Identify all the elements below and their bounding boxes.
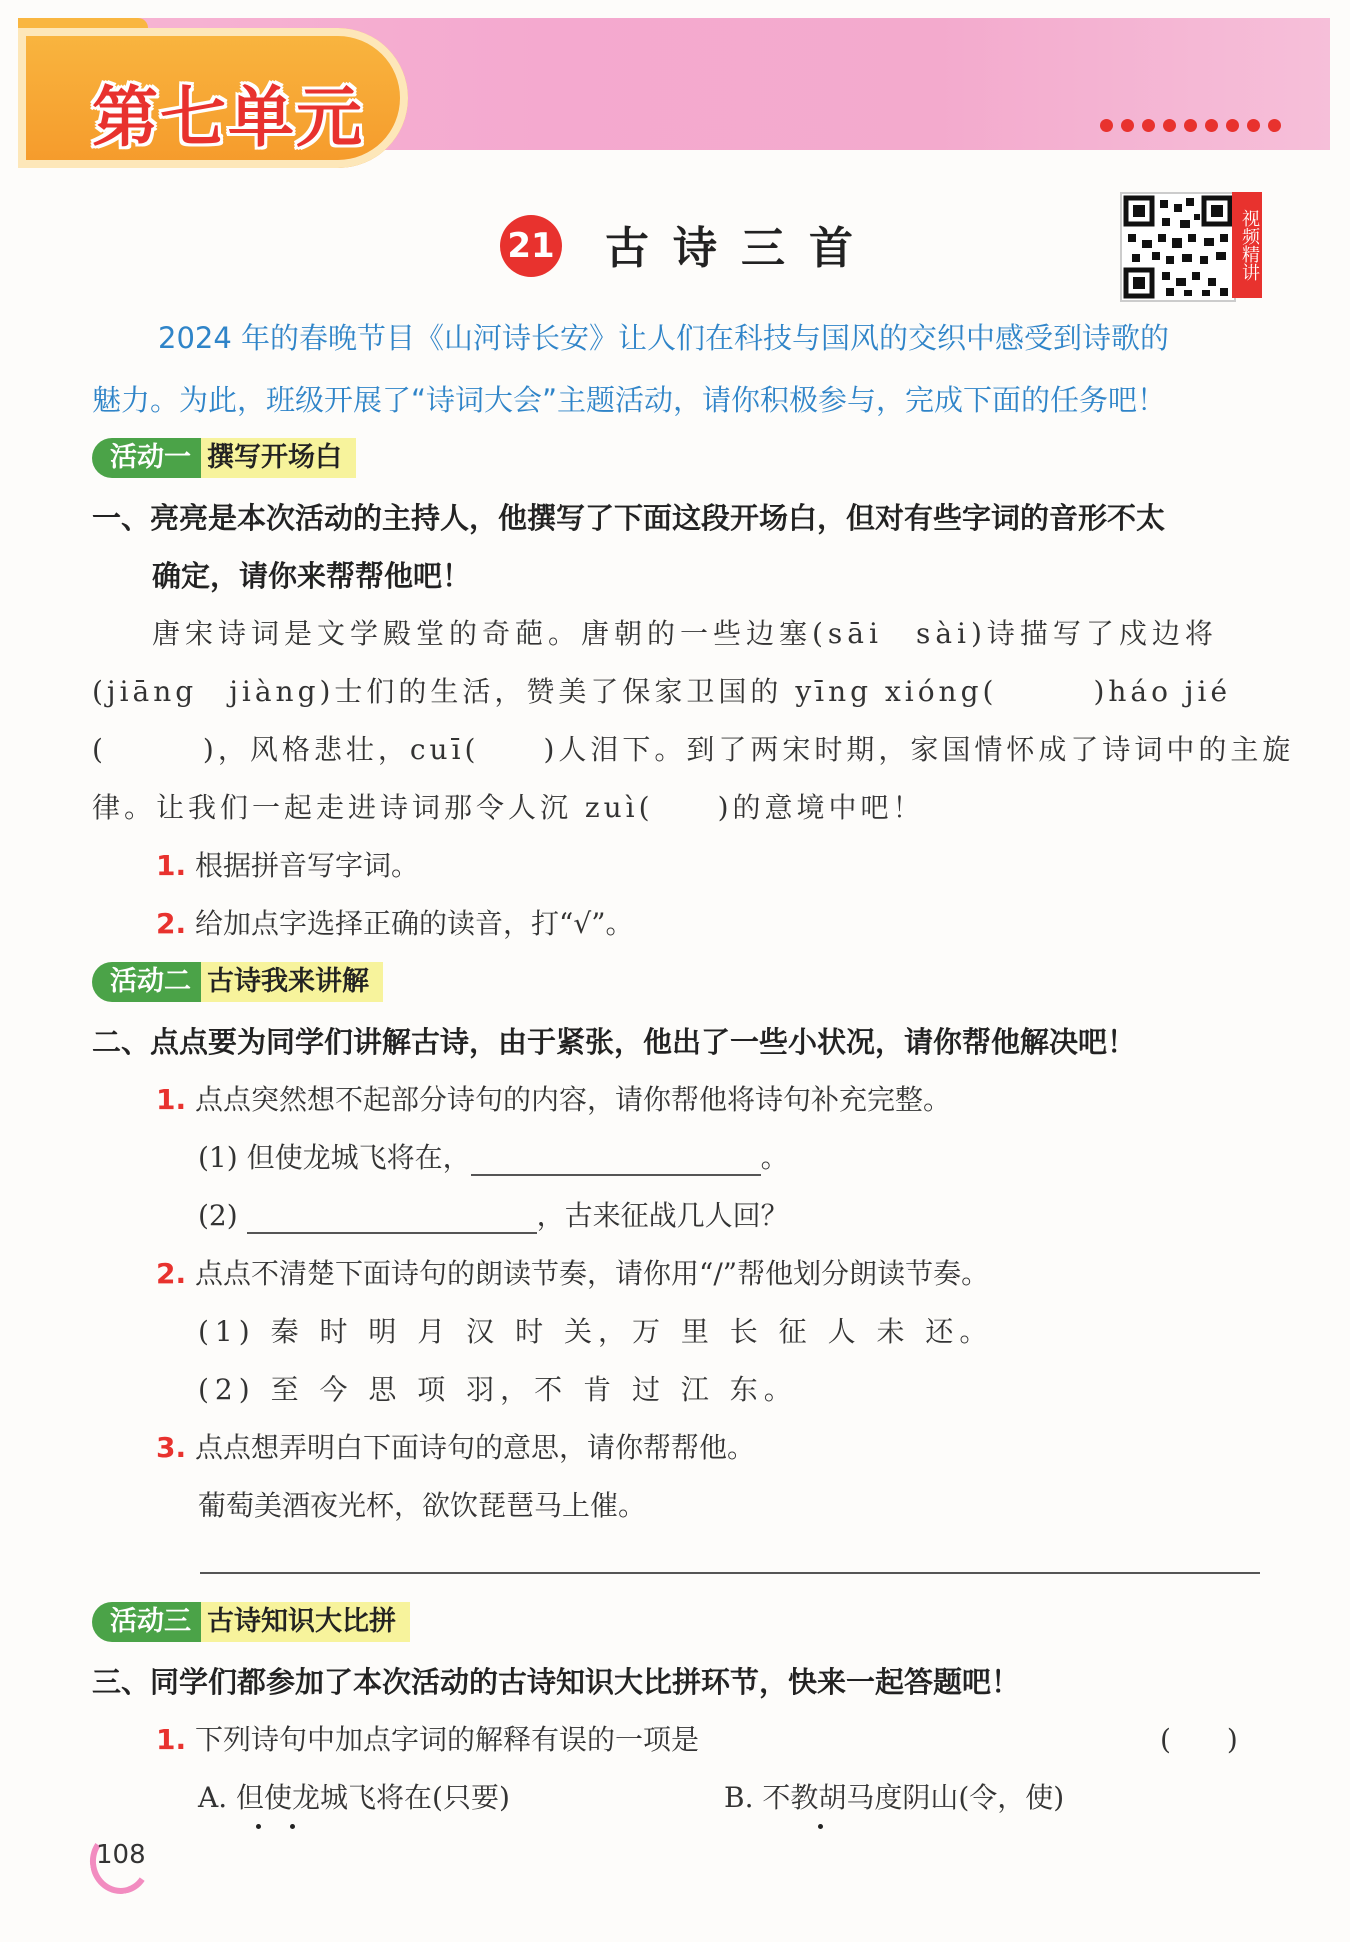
activity-2-name: 古诗我来讲解 xyxy=(201,962,383,1002)
passage-line-2: (jiāng jiàng)士们的生活，赞美了保家卫国的 yīng xióng( )háo jié xyxy=(92,675,1232,708)
rhythm-item-1: (1) 秦 时 明 月 汉 时 关，万 里 长 征 人 未 还。 xyxy=(198,1315,994,1348)
option-b: B. 不教胡马度阴山(令，使) xyxy=(724,1781,1065,1814)
sub-question-2-2 xyxy=(156,1252,989,1292)
video-lecture-label[interactable]: 视频精讲 xyxy=(1232,192,1262,298)
answer-blank[interactable] xyxy=(247,1202,537,1234)
lesson-title: 古诗三首 xyxy=(605,223,877,274)
answer-blank[interactable] xyxy=(471,1144,761,1176)
question-1-line-1: 一、亮亮是本次活动的主持人，他撰写了下面这段开场白，但对有些字词的音形不太 xyxy=(92,501,1166,535)
sub-question-text: 点点不清楚下面诗句的朗读节奏，请你用“/”帮他划分朗读节奏。 xyxy=(195,1257,990,1290)
emphasis-dot xyxy=(256,1824,261,1829)
answer-parentheses[interactable]: ( ) xyxy=(1160,1723,1238,1756)
sub-question-number: 2. xyxy=(156,1257,187,1290)
fill-blank-suffix: 。 xyxy=(760,1141,789,1174)
lesson-number-badge: 21 xyxy=(500,215,562,277)
question-1-line-2: 确定，请你来帮帮他吧！ xyxy=(152,559,472,593)
fill-blank-prefix: (2) xyxy=(198,1199,238,1232)
activity-2-tag: 活动二 xyxy=(92,962,201,1002)
sub-question-number: 2. xyxy=(156,907,187,940)
answer-line[interactable] xyxy=(200,1572,1260,1574)
activity-1-header xyxy=(92,438,356,478)
sub-question-number: 1. xyxy=(156,1723,187,1756)
activity-2-header xyxy=(92,962,383,1002)
activity-3-tag: 活动三 xyxy=(92,1602,201,1642)
fill-blank-prefix: (1) 但使龙城飞将在， xyxy=(198,1141,471,1174)
unit-title: 第七单元 xyxy=(92,79,364,156)
activity-3-name: 古诗知识大比拼 xyxy=(201,1602,410,1642)
sub-question-text: 根据拼音写字词。 xyxy=(195,849,420,882)
sub-question-text: 下列诗句中加点字词的解释有误的一项是 xyxy=(195,1723,700,1756)
emphasis-dot xyxy=(818,1824,823,1829)
option-a: A. 但使龙城飞将在(只要) xyxy=(198,1781,510,1814)
fill-blank-item-2 xyxy=(198,1194,789,1234)
decorative-dots xyxy=(1100,119,1281,132)
activity-1-name: 撰写开场白 xyxy=(201,438,356,478)
passage-line-1: 唐宋诗词是文学殿堂的奇葩。唐朝的一些边塞(sāi sài)诗描写了戍边将 xyxy=(152,617,1218,650)
sub-question-number: 1. xyxy=(156,1083,187,1116)
page-number: 108 xyxy=(96,1840,146,1870)
qr-code-icon[interactable] xyxy=(1120,192,1236,302)
sub-question-1-1 xyxy=(156,844,419,884)
intro-line-2: 魅力。为此，班级开展了“诗词大会”主题活动，请你积极参与，完成下面的任务吧！ xyxy=(92,383,1167,417)
sub-question-1-2 xyxy=(156,902,634,942)
passage-line-4: 律。让我们一起走进诗词那令人沉 zuì( )的意境中吧！ xyxy=(92,791,925,824)
sub-question-text: 点点突然想不起部分诗句的内容，请你帮他将诗句补充完整。 xyxy=(195,1083,952,1116)
sub-question-number: 1. xyxy=(156,849,187,882)
sub-question-text: 给加点字选择正确的读音，打“√”。 xyxy=(195,907,634,940)
poem-line: 葡萄美酒夜光杯，欲饮琵琶马上催。 xyxy=(198,1489,647,1522)
sub-question-2-1 xyxy=(156,1078,951,1118)
activity-1-tag: 活动一 xyxy=(92,438,201,478)
fill-blank-suffix: ，古来征战几人回？ xyxy=(536,1199,789,1232)
sub-question-text: 点点想弄明白下面诗句的意思，请你帮帮他。 xyxy=(195,1431,756,1464)
passage-line-3: ( )，风格悲壮，cuī( )人泪下。到了两宋时期，家国情怀成了诗词中的主旋 xyxy=(92,733,1295,766)
sub-question-number: 3. xyxy=(156,1431,187,1464)
sub-question-3-1 xyxy=(156,1718,699,1758)
intro-line-1: 2024 年的春晚节目《山河诗长安》让人们在科技与国风的交织中感受到诗歌的 xyxy=(158,321,1170,355)
fill-blank-item-1 xyxy=(198,1136,789,1176)
emphasis-dot xyxy=(290,1824,295,1829)
question-3: 三、同学们都参加了本次活动的古诗知识大比拼环节，快来一起答题吧！ xyxy=(92,1665,1021,1699)
activity-3-header xyxy=(92,1602,410,1642)
rhythm-item-2: (2) 至 今 思 项 羽，不 肯 过 江 东。 xyxy=(198,1373,798,1406)
sub-question-2-3 xyxy=(156,1426,755,1466)
question-2: 二、点点要为同学们讲解古诗，由于紧张，他出了一些小状况，请你帮他解决吧！ xyxy=(92,1025,1137,1059)
